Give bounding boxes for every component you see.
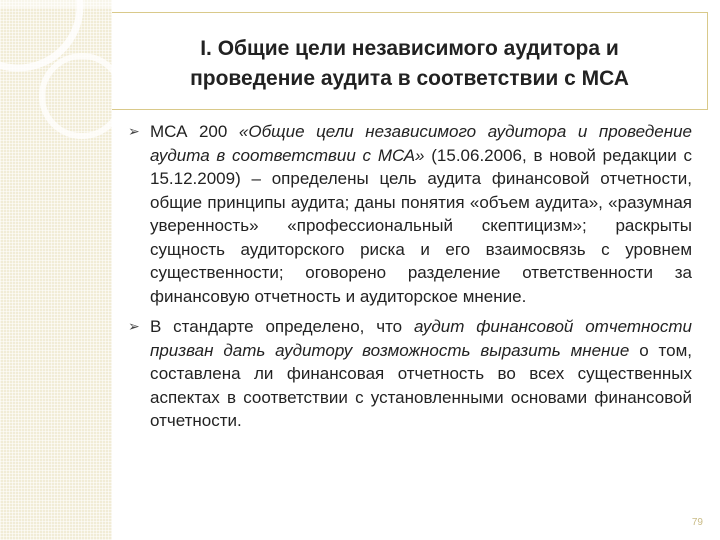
decorative-circles-icon bbox=[0, 0, 112, 140]
content-area bbox=[128, 120, 692, 433]
title-box bbox=[112, 12, 708, 110]
bullet-text-normal: В стандарте определено, что bbox=[150, 317, 414, 336]
arrow-bullet-icon: ➢ bbox=[128, 318, 140, 334]
bullet-text-normal: МСА 200 bbox=[150, 122, 239, 141]
bullet-item bbox=[128, 315, 692, 433]
slide-title bbox=[112, 13, 707, 94]
title-line-1: I. Общие цели независимого аудитора и bbox=[200, 37, 619, 60]
bullet-text-normal: (15.06.2006, в новой редакции с 15.12.2009) – определены цель аудита финансовой отчетности, общие принципы аудита; даны понятия «объем аудита», «разумная уверенность» «профессиональный скептицизм»; раскрыты сущность аудиторского риска и его взаимосвязь с уровнем существенности; оговорено разделение ответственности за финансовую отчетность и аудиторское мнение. bbox=[150, 145, 692, 306]
bullet-item bbox=[128, 120, 692, 308]
page-number: 79 bbox=[691, 517, 703, 528]
bullet-text-italic: «Общие цели независимого аудитора и проведение аудита в соответствии с МСА» bbox=[150, 122, 692, 165]
arrow-bullet-icon: ➢ bbox=[128, 123, 140, 139]
bullet-text-normal: о том, составлена ли финансовая отчетность во всех существенных аспектах в соответствии с установленными основами финансовой отчетности. bbox=[150, 340, 692, 430]
decorative-side-strip bbox=[0, 0, 112, 540]
bullet-text-italic: аудит финансовой отчетности призван дать аудитору возможность выразить мнение bbox=[150, 317, 692, 360]
title-line-2: проведение аудита в соответствии с МСА bbox=[190, 67, 629, 90]
